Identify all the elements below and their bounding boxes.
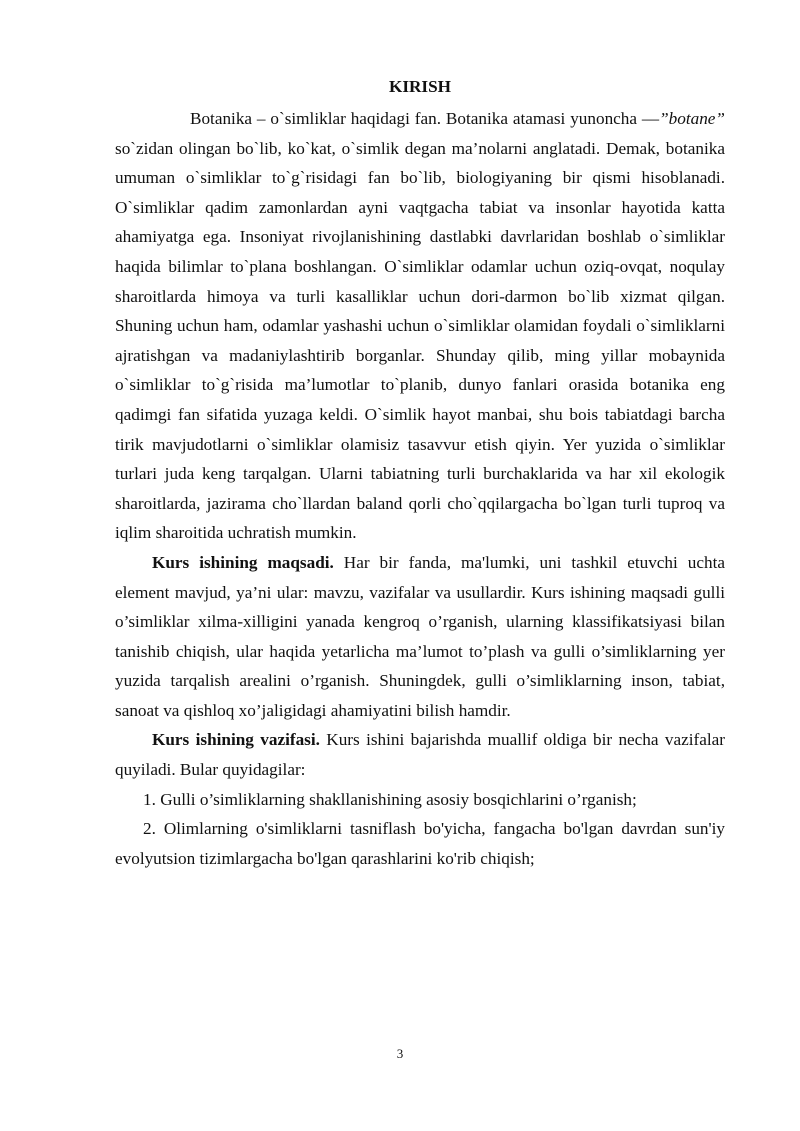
intro-paragraph (115, 104, 725, 548)
document-page (115, 72, 725, 873)
goal-text: Har bir fanda, ma'lumki, uni tashkil etuvchi uchta element mavjud, ya’ni ular: mavzu, vazifalar va usullardir. Kurs ishining maqsadi gulli o’simliklar xilma-xilligini yanada kengroq o’rganish, ularning klassifikatsiyasi bilan tanishib chiqish, ular haqida yetarlicha ma’lumot to’plash va gulli o’simliklarning yer yuzida tarqalish arealini o’rganish. Shuningdek, gulli o’simliklarning inson, tabiat, sanoat va qishloq xo’jaligidagi ahamiyatini bilish hamdir. (115, 552, 725, 720)
tasks-text: Kurs ishini bajarishda muallif oldiga bir necha vazifalar quyiladi. Bular quyidagilar: (115, 730, 725, 780)
goal-paragraph (115, 548, 725, 726)
tasks-paragraph (115, 725, 725, 784)
page-number: 3 (396, 1046, 404, 1061)
task-item-1: 1. Gulli o’simliklarning shakllanishining asosiy bosqichlarini o’rganish; (143, 789, 637, 809)
intro-text-start: Botanika – o`simliklar haqidagi fan. Botanika atamasi yunoncha — (190, 109, 660, 128)
task-item-2: 2. Olimlarning o'simliklarni tasniflash bo'yicha, fangacha bo'lgan davrdan sun'iy evolyutsion tizimlargacha bo'lgan qarashlarini ko'rib chiqish; (115, 819, 725, 868)
botane-term: ”botane” (659, 109, 725, 128)
goal-heading: Kurs ishining maqsadi. (152, 552, 334, 572)
page-title: KIRISH (388, 77, 452, 96)
tasks-heading: Kurs ishining vazifasi. (152, 730, 320, 750)
intro-text-rest: so`zidan olingan bo`lib, ko`kat, o`simlik degan ma’nolarni anglatadi. Demak, botanika umuman o`simliklar to`g`risidagi fan bo`lib, biologiyaning bir qismi hisoblanadi. O`simliklar qadim zamonlardan ayni vaqtgacha tabiat va insonlar hayotida katta ahamiyatga ega. Insoniyat rivojlanishining dastlabki davrlaridan boshlab o`simliklar haqida bilimlar to`plana boshlangan. O`simliklar odamlar uchun oziq-ovqat, noqulay sharoitlarda himoya va turli kasalliklar uchun dori-darmon bo`lib xizmat qilgan. Shuning uchun ham, odamlar yashashi uchun o`simliklar olamidan foydali o`simliklarni ajratishgan va madaniylashtirib borganlar. Shunday qilib, ming yillar mobaynida o`simliklar to`g`risida ma’lumotlar to`planib, dunyo fanlari orasida botanika eng qadimgi fan sifatida yuzaga keldi. O`simlik hayot manbai, shu bois tabiatdagi barcha tirik mavjudotlarni o`simliklar olamisiz tasavvur etish qiyin. Yer yuzida o`simliklar turlari juda keng tarqalgan. Ularni tabiatning turli burchaklarida va har xil ekologik sharoitlarda, jazirama cho`llardan baland qorli cho`qqilargacha bo`lgan turli tuproq va iqlim sharoitida uchratish mumkin. (115, 138, 725, 543)
